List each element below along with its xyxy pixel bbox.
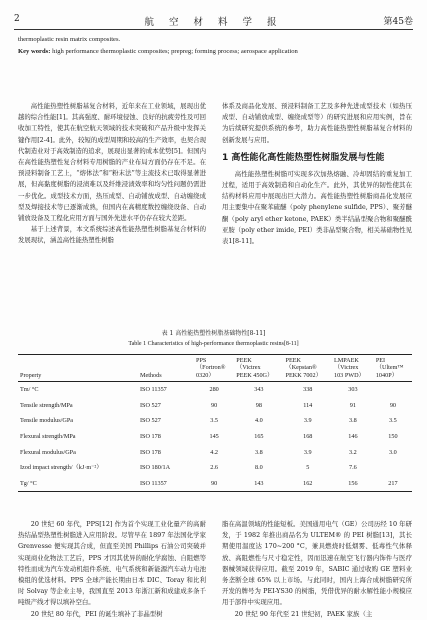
cell-method: ISO 11357 <box>138 476 194 492</box>
pei-paragraph: 脂在高温领域的性能短板。美国通用电气（GE）公司历经 10 年研发，于 1982 年推出商品名为 ULTEM® 的 PEI 树脂[13]，其长期使用温度达 170~200 °C，兼具燃烧时低烟雾、低毒性气体释放、高阻燃性与尺寸稳定性，因而迅速在航空飞行器内饰件与医疗器械领域获得应用。截至 2019 年，SABIC 通过收购 GE 塑料业务垄断全球 65% 以上市场。与此同时，国内上海合成树脂研究所开发的牌号为 PEI-YS30 的树脂，凭借优异的耐水解性能小规模应用于部件中实现应用。 <box>222 520 412 607</box>
header-pei-l3: 1040P） <box>375 371 398 379</box>
header-peek-victrex-l3: PEEK 450G） <box>236 371 274 379</box>
cell-value: 343 <box>254 386 264 394</box>
running-header <box>14 14 413 28</box>
cell-method: ISO 180/1A <box>140 464 171 472</box>
paek-intro-paragraph: 20 世纪 90 年代至 21 世纪初，PAEK 家族（主 <box>234 609 373 618</box>
header-pps <box>194 355 234 382</box>
cell-property: Tm/ °C <box>20 386 39 394</box>
cell-value: 150 <box>388 433 398 440</box>
right-paragraph-2: 高性能热塑性树脂可实现多次加热熔融、冷却固结的重复加工过程，适用于高效制造和自动化生产。此外，其优异的韧性使其在结构材料应用中展现出巨大潜力。高性能热塑性树脂商品化发展应用主要集中在聚苯硫醚（poly phenylene sulfide, PPS）、聚芳醚酮（poly aryl ether ketone, PAEK）类半结晶型聚合物和聚醚酰亚胺（poly ether imide, PEI）类非晶型聚合物，相关基础物性见表1[8-11]。 <box>222 169 412 246</box>
header-peek-kepstan-l3: PEKK 7002） <box>285 371 322 379</box>
cell-value: 165 <box>254 433 264 440</box>
bottom-left-column <box>18 519 206 620</box>
header-pps-l1: PPS <box>196 357 207 364</box>
cell-value: 145 <box>209 433 219 440</box>
header-rule <box>14 29 413 30</box>
cell-value: 90 <box>211 401 218 409</box>
table-row <box>18 460 412 476</box>
cell-value: 3.5 <box>210 417 218 425</box>
page-number: 2 <box>14 14 20 24</box>
cell-value: 3.0 <box>389 448 397 456</box>
cell-property: Tensile modulus/GPa <box>20 417 74 425</box>
cell-value: 114 <box>303 401 313 409</box>
header-pei-l1: PEI <box>375 357 386 364</box>
cell-method: ISO 527 <box>140 401 161 409</box>
cell-property: Izod impact strength/（kJ·m⁻²） <box>20 464 103 472</box>
header-lmpaek-l2: （Victrex <box>333 364 359 372</box>
cell-value: 280 <box>209 386 219 394</box>
intro-paragraph-1: 高性能热塑性树脂基复合材料，近年来在工业领域，展现出优越的综合性能[1]。其高强度、耐环境侵蚀、良好的抗疲劳性及可回收加工特性，使其在航空航天领域的技术突破和产品升级中发挥关键作用[2-4]。此外，较短的成型周期和较高的生产效率，也契合现代制造业对于高效制造的追求，展现出显著的成本优势[5]。但国内在高性能热塑性复合材料专用树脂的产业布局方面仍存在不足。在预浸料制备工艺上，“熔体法”和“粉末法”等主流技术已取得显著进展，但高黏度树脂的浸渍难以及纤维浸渍效率和均匀性问题仍需进一步优化。成型技术方面，热压成型、自动铺放成型、自动缠绕成型及焊接技术等已逐渐成熟，但国内在高精度数控缠绕设备、自动铺放设备及工程化应用方面与国外先进水平仍存在较大差距。 <box>18 102 206 223</box>
cell-value <box>374 382 412 398</box>
cell-property: Tensile strength/MPa <box>20 401 73 409</box>
cell-method: ISO 527 <box>140 417 161 425</box>
header-methods: Methods <box>138 355 194 382</box>
cell-value <box>374 460 412 476</box>
cell-value: 217 <box>374 476 412 492</box>
cell-value: 162 <box>284 476 332 492</box>
header-pps-l3: 0320） <box>196 371 215 379</box>
header-pei-l2: （Ultem™ <box>375 364 404 372</box>
cell-value: 146 <box>348 433 358 440</box>
header-lmpaek-l3: 103 PWD） <box>333 371 365 379</box>
resin-properties-table <box>18 354 412 492</box>
header-pps-l2: （Fortron® <box>196 364 226 372</box>
volume-label: 第45卷 <box>383 17 413 27</box>
header-peek-victrex <box>234 355 283 382</box>
table-row <box>18 429 412 445</box>
cell-value: 3.2 <box>349 448 357 456</box>
journal-title: 航 空 材 料 学 报 <box>144 17 283 28</box>
table-caption-en: Table 1 Characteristics of high-performance thermoplastic resins[8-11] <box>128 341 299 347</box>
table-caption-cn: 表 1 高性能热塑性树脂基础物性[8-11] <box>161 330 266 337</box>
header-peek-victrex-l2: （Victrex <box>236 364 261 372</box>
header-lmpaek-l1: LMPAEK <box>333 357 359 364</box>
cell-property: Flexural modulus/GPa <box>20 448 76 456</box>
cell-value: 4.0 <box>255 417 263 425</box>
english-keywords <box>18 47 413 56</box>
keywords-text: high performance thermoplastic composites; prepreg; forming process; aerospace application <box>52 48 298 55</box>
cell-value: 4.2 <box>210 448 218 456</box>
intro-paragraph-2: 基于上述背景，本文系统综述高性能热塑性树脂基复合材料的发展现状，涵盖高性能热塑性树脂 <box>18 225 206 245</box>
header-lmpaek <box>332 355 374 382</box>
left-column <box>18 101 206 247</box>
section-heading: 1 高性能化高性能热塑性树脂发展与性能 <box>222 152 385 163</box>
pei-intro-paragraph: 20 世纪 80 年代，PEI 的诞生填补了非晶型树 <box>30 609 163 618</box>
keywords-label: Key words: <box>18 48 51 55</box>
cell-value: 3.8 <box>349 417 357 425</box>
right-paragraph-1: 体系及商品化发展、预浸料制备工艺及多种先进成型技术（如热压成型、自动铺放成型、缠绕成型等）的研究进展和应用实例，旨在为后续研究提供系统的参考，助力高性能热塑性树脂基复合材料的创新发展与应用。 <box>222 102 412 144</box>
table-row <box>18 398 412 414</box>
cell-value: 3.9 <box>303 448 312 456</box>
cell-value: 7.6 <box>349 464 357 472</box>
pps-paragraph: 20 世纪 60 年代，PPS[12] 作为首个实现工业化量产的高耐热结晶型热塑性树脂进入应用阶段。尽管早在 1897 年法国化学家 Grenvesse 便实现其合成，但直至美国 Phillips 石油公司突破并实现商业化物法工艺后，PPS 才因其优异的耐化学腐蚀、自阻燃等特性而成为汽车发动机组件系统、电气系统和新能源汽车动力电池模组的优选材料。PPS 全球产能长期由日本 DIC、Toray 和比利时 Solvay 等企业主导，我国直至 2013 年浙江新和成建成多条千吨级产线才得以填补空白。 <box>18 520 206 607</box>
table-header-row <box>18 355 412 382</box>
table-row <box>18 445 412 461</box>
cell-value: 5 <box>306 464 310 472</box>
bottom-right-column <box>222 519 412 620</box>
cell-value: 3.9 <box>303 417 312 425</box>
header-property: Property <box>18 355 138 382</box>
cell-method: ISO 178 <box>140 448 161 456</box>
header-peek-kepstan <box>284 355 332 382</box>
header-peek-kepstan-l2: （Kepstan® <box>285 364 317 372</box>
table-row <box>18 413 412 429</box>
cell-value: 3.5 <box>389 417 397 425</box>
cell-value: 303 <box>348 386 358 394</box>
header-peek-kepstan-l1: PEEK <box>285 357 301 364</box>
table-row <box>18 382 412 398</box>
cell-property: Tg/ °C <box>18 476 138 492</box>
right-column <box>222 101 412 247</box>
cell-value: 90 <box>389 401 396 409</box>
cell-value: 156 <box>332 476 374 492</box>
cell-method: ISO 178 <box>140 433 161 440</box>
english-abstract-tail: thermoplastic resin matrix composites. <box>18 36 121 43</box>
cell-value: 90 <box>194 476 234 492</box>
cell-value: 3.8 <box>255 448 263 456</box>
cell-property: Flexural strength/MPa <box>20 433 76 440</box>
cell-value: 2.6 <box>210 464 218 472</box>
cell-value: 338 <box>303 386 313 394</box>
header-pei <box>374 355 412 382</box>
cell-value: 98 <box>255 401 262 409</box>
cell-method: ISO 11357 <box>140 386 167 394</box>
cell-value: 143 <box>234 476 283 492</box>
cell-value: 8.0 <box>255 464 263 472</box>
table-row <box>18 476 412 492</box>
cell-value: 91 <box>349 401 356 409</box>
header-peek-victrex-l1: PEEK <box>236 357 252 364</box>
cell-value: 168 <box>303 433 313 440</box>
